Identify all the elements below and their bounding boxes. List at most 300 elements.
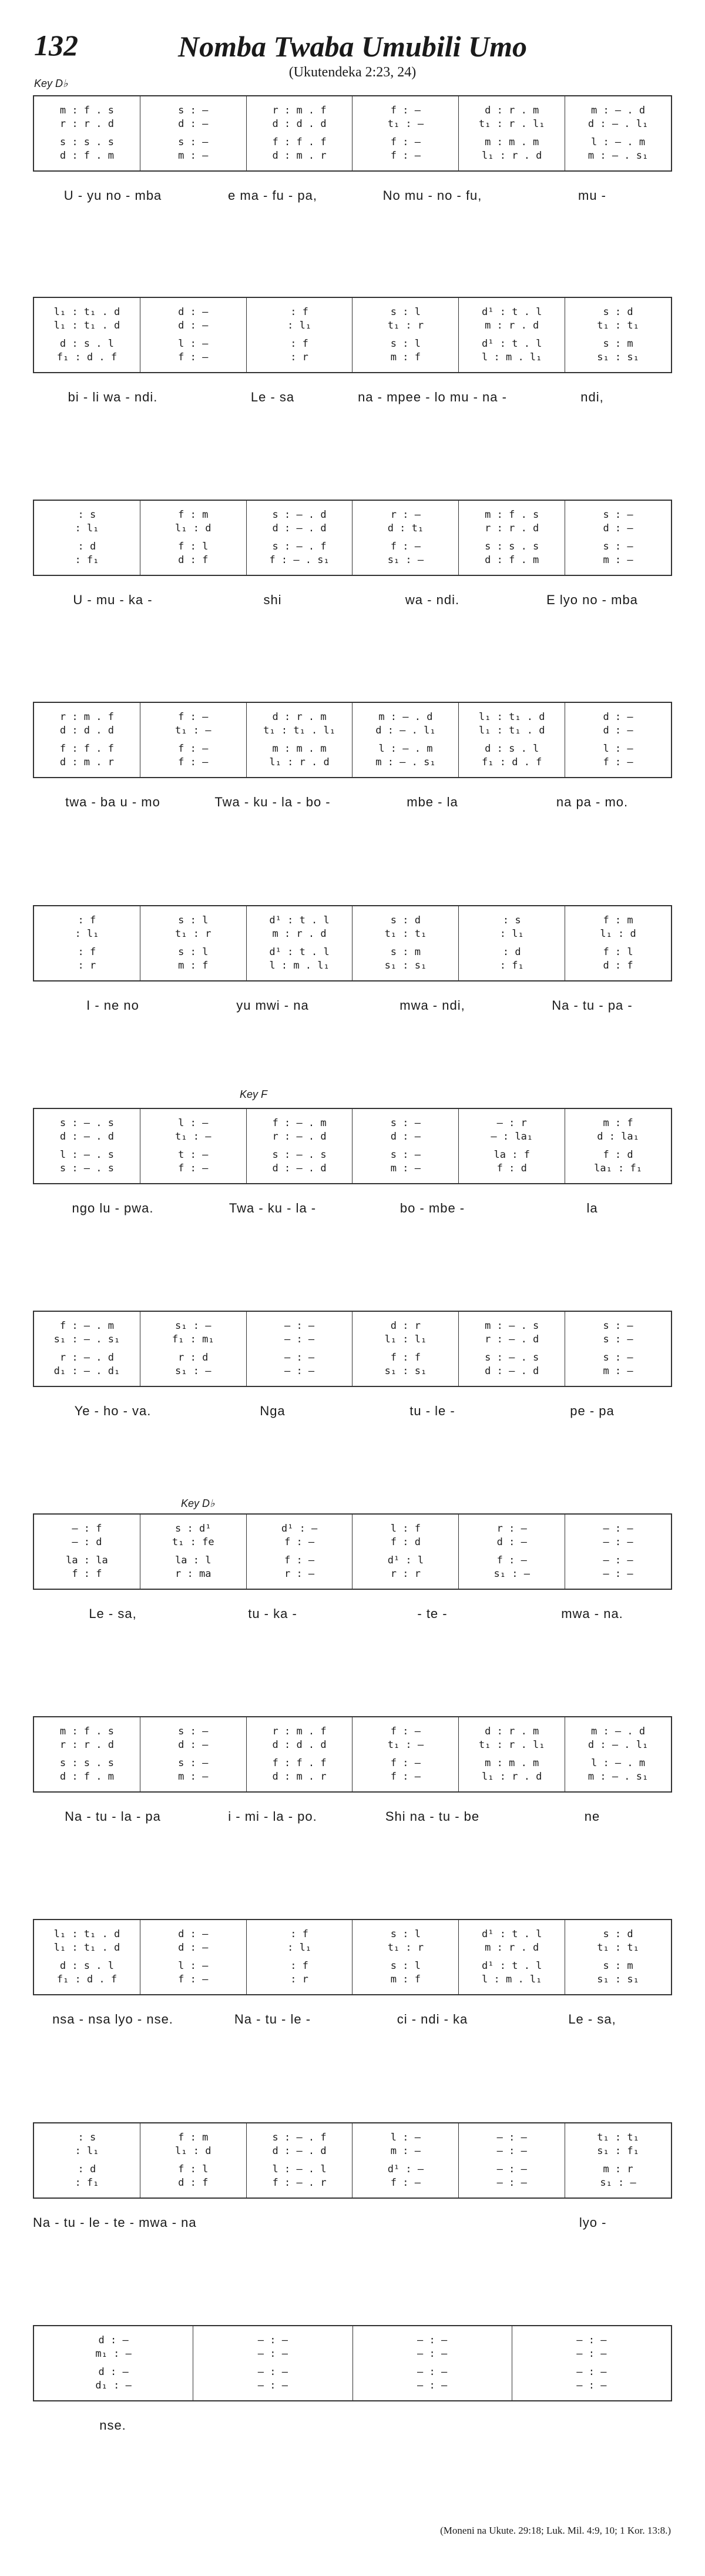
voice-notes: m : — [178,150,209,162]
voice-notes: s₁ : f₁ [597,2145,639,2157]
voice-notes: f : — [603,756,633,768]
voice-notes: d¹ : t . l [482,1960,542,1972]
solfa-staff [33,297,672,373]
lyric-syllables [352,2418,512,2433]
lyric-syllables: Le - sa [250,390,295,404]
voice-notes: s₁ : — [494,1568,530,1580]
voice-notes: : d [502,946,521,958]
voice-notes: : f [78,946,96,958]
voice-notes: d¹ : t . l [482,1928,542,1940]
measure [352,906,458,980]
voice-notes: l : — [603,743,633,755]
measure [34,1920,140,1994]
voice-notes: s : — . s [272,1149,327,1161]
voice-notes: — : — [603,1536,633,1548]
voice-notes: s : — [603,1320,633,1332]
voice-notes: — : r [496,1117,527,1129]
measure [565,703,671,777]
voice-notes: t₁ : — [387,118,424,130]
voice-notes: — : — [496,2132,527,2143]
voice-notes: l₁ : t₁ . d [53,1928,120,1940]
lyric-syllables: Na - tu - pa - [552,998,633,1013]
measure [246,298,352,372]
voice-notes: t₁ : r . l₁ [478,1739,545,1751]
lyric-syllables: mu - [578,188,606,203]
voice-notes: d : — . l₁ [588,118,649,130]
voice-notes: r : ma [175,1568,212,1580]
measure [352,2326,512,2400]
voice-notes: : l₁ [499,928,524,940]
voice-notes: s : d [603,306,633,318]
measure [565,298,671,372]
voice-notes: f : — [284,1536,315,1548]
voice-notes: d : d . d [272,118,327,130]
voice-notes: f : d [496,1163,527,1174]
voice-notes: d : la₁ [597,1131,639,1143]
voice-notes: d : r . m [485,105,539,116]
solfa-staff [33,905,672,982]
measure [34,501,140,575]
voice-notes: d : — [603,711,633,723]
voice-notes: d : m . r [272,1771,327,1783]
measure [565,1515,671,1589]
lyric-syllables: ndi, [580,390,604,404]
voice-notes: : r [78,960,96,972]
voice-notes: — : — [576,2380,607,2391]
voice-notes: l : m . l₁ [482,351,542,363]
voice-notes: r : m . f [272,105,327,116]
voice-notes: — : — [603,1555,633,1566]
voice-notes: f : f [390,1352,421,1364]
lyric-syllables: shi [263,592,282,607]
measure [34,2326,193,2400]
solfa-staff [33,2325,672,2401]
voice-notes: — : — [284,1334,315,1345]
voice-notes: — : — [417,2366,448,2378]
voice-notes: d : f . m [59,1771,114,1783]
voice-notes: r : — [496,1523,527,1535]
voice-notes: d : m . r [59,756,114,768]
voice-notes: m : f [603,1117,633,1129]
solfa-staff [33,1513,672,1590]
voice-notes: t₁ : — [175,725,212,736]
lyrics-line [33,998,672,1013]
voice-notes: s : l [390,1960,421,1972]
voice-notes: la : l [175,1555,212,1566]
measure [140,1109,246,1183]
lyric-syllables: pe - pa [570,1403,615,1418]
voice-notes: d : f [178,554,209,566]
voice-notes: l : — . s [59,1149,114,1161]
voice-notes: l₁ : d [175,522,212,534]
voice-notes: f : m [178,2132,209,2143]
lyric-syllables: mwa - na. [561,1606,623,1621]
voice-notes: f : — . r [272,2177,327,2189]
voice-notes: t₁ : — [175,1131,212,1143]
lyric-syllables: - te - [417,1606,448,1621]
hymn-subtitle: (Ukutendeka 2:23, 24) [288,65,417,80]
voice-notes: : r [290,1974,308,1985]
voice-notes: : f [290,1960,308,1972]
voice-notes: l₁ : t₁ . d [478,725,545,736]
voice-notes: m : — . s₁ [588,1771,649,1783]
measure [246,1312,352,1386]
voice-notes: d : — . d [272,522,327,534]
voice-notes: : l₁ [75,928,99,940]
voice-notes: m : m . m [485,136,539,148]
hymn-header [0,0,705,94]
lyric-syllables: U - mu - ka - [73,592,153,607]
voice-notes: d : f . m [485,554,539,566]
lyric-syllables: Twa - ku - la - [229,1201,317,1215]
voice-notes: m : f . s [485,509,539,521]
measure [352,1515,458,1589]
measure [458,1717,565,1791]
voice-notes: d : — . d [59,1131,114,1143]
voice-notes: : l₁ [75,522,99,534]
voice-notes: — : — [496,2177,527,2189]
voice-notes: r : r . d [485,522,539,534]
voice-notes: r : r . d [59,1739,114,1751]
voice-notes: t : — [178,1149,209,1161]
solfa-staff [33,702,672,778]
lyrics-line [33,2012,672,2027]
lyric-syllables: Le - sa, [89,1606,137,1621]
measure [458,2123,565,2198]
voice-notes: d : — [98,2366,129,2378]
measure [140,96,246,170]
lyric-syllables: Twa - ku - la - bo - [214,795,331,809]
voice-notes: m : — . d [378,711,433,723]
measure [34,2123,140,2198]
measure [140,1515,246,1589]
voice-notes: s₁ : — [175,1365,212,1377]
voice-notes: s : d¹ [175,1523,212,1535]
solfa-staff [33,500,672,576]
solfa-staff [33,1919,672,1995]
voice-notes: l : — . l [272,2163,327,2175]
voice-notes: — : — [284,1320,315,1332]
voice-notes: f : — . s₁ [269,554,330,566]
measure [246,501,352,575]
lyric-syllables: mbe - la [407,795,458,809]
voice-notes: s : — [178,1757,209,1769]
voice-notes: f : d [390,1536,421,1548]
voice-notes: f : f . f [272,136,327,148]
voice-notes: : d [78,2163,96,2175]
measure [352,703,458,777]
voice-notes: r : — [390,509,421,521]
voice-notes: m : — . d [590,105,646,116]
voice-notes: m : r . d [272,928,327,940]
voice-notes: — : — [496,2145,527,2157]
voice-notes: s : — [603,1352,633,1364]
voice-notes: : s [502,915,521,926]
voice-notes: m : — [390,2145,421,2157]
voice-notes: l : — . m [590,1757,646,1769]
lyrics-line [33,1606,672,1622]
lyrics-line [33,1201,672,1216]
lyrics-line [33,1809,672,1824]
voice-notes: l : f [390,1523,421,1535]
measure [34,1109,140,1183]
voice-notes: s : — . f [272,2132,327,2143]
voice-notes: s : — [603,509,633,521]
voice-notes: d : — [178,1928,209,1940]
voice-notes: s : l [178,946,209,958]
voice-notes: s : m [603,338,633,350]
measure [458,1515,565,1589]
lyrics-line [33,2418,672,2433]
voice-notes: m : f [390,1974,421,1985]
voice-notes: d¹ : — [387,2163,424,2175]
lyrics-line [33,188,672,203]
solfa-staff [33,1716,672,1793]
lyric-syllables: Na - tu - le - [234,2012,311,2026]
measure [193,2326,352,2400]
lyric-syllables: e ma - fu - pa, [228,188,317,203]
measure [140,703,246,777]
voice-notes: d : — [390,1131,421,1143]
voice-notes: m : r . d [485,320,539,331]
voice-notes: t₁ : r [387,1942,424,1954]
voice-notes: s₁ : — . s₁ [53,1334,120,1345]
lyric-syllables: la [586,1201,598,1215]
voice-notes: s : — [603,541,633,552]
voice-notes: s : s . s [59,1757,114,1769]
voice-notes: s : l [178,915,209,926]
voice-notes: s : — [178,105,209,116]
measure [140,1717,246,1791]
voice-notes: f : — [390,105,421,116]
solfa-staff [33,2122,672,2199]
voice-notes: f : — [178,711,209,723]
voice-notes: l : — [178,1117,209,1129]
voice-notes: s : — . s [485,1352,539,1364]
voice-notes: s₁ : s₁ [384,1365,427,1377]
voice-notes: la : la [66,1555,108,1566]
voice-notes: : s [78,2132,96,2143]
voice-notes: d : — [178,118,209,130]
voice-notes: l : m . l₁ [269,960,330,972]
voice-notes: t₁ : t₁ [597,1942,639,1954]
voice-notes: d : — [603,522,633,534]
voice-notes: d₁ : — . d₁ [53,1365,120,1377]
lyric-syllables: i - mi - la - po. [228,1809,317,1824]
voice-notes: m : r [603,2163,633,2175]
voice-notes: : f₁ [75,554,99,566]
voice-notes: m₁ : — [95,2348,132,2360]
voice-notes: m : m . m [485,1757,539,1769]
lyric-syllables: bo - mbe - [400,1201,465,1215]
voice-notes: m : — . d [590,1726,646,1737]
measure [458,501,565,575]
voice-notes: f : — [390,1771,421,1783]
measure [458,906,565,980]
voice-notes: d : — [178,320,209,331]
measure [246,96,352,170]
voice-notes: f : — [390,541,421,552]
voice-notes: : l₁ [287,1942,312,1954]
measure [34,703,140,777]
voice-notes: m : f . s [59,105,114,116]
voice-notes: d : — [496,1536,527,1548]
voice-notes: m : f . s [59,1726,114,1737]
voice-notes: d : f [603,960,633,972]
voice-notes: s : m [390,946,421,958]
voice-notes: l₁ : t₁ . d [53,1942,120,1954]
voice-notes: f₁ : d . f [482,756,542,768]
voice-notes: la : f [494,1149,530,1161]
measure [246,1515,352,1589]
voice-notes: — : — [284,1352,315,1364]
voice-notes: f : m [178,509,209,521]
lyric-syllables: Na - tu - la - pa [65,1809,161,1824]
lyrics-line [33,795,672,810]
voice-notes: l : — [390,2132,421,2143]
voice-notes: d : s . l [485,743,539,755]
voice-notes: : f [78,915,96,926]
lyric-syllables: No mu - no - fu, [382,188,482,203]
voice-notes: d : — [603,725,633,736]
voice-notes: — : — [496,2163,527,2175]
voice-notes: s₁ : — [600,2177,636,2189]
voice-notes: d : f . m [59,150,114,162]
voice-notes: : f [290,306,308,318]
voice-notes: s : — [390,1149,421,1161]
voice-notes: f : — [390,1726,421,1737]
voice-notes: s : — [390,1117,421,1129]
voice-notes: f : — [390,2177,421,2189]
solfa-staff [33,95,672,172]
voice-notes: d : — . d [485,1365,539,1377]
voice-notes: l₁ : d [175,2145,212,2157]
voice-notes: m : — [603,554,633,566]
voice-notes: d : f [178,2177,209,2189]
voice-notes: d : m . r [272,150,327,162]
voice-notes: f : — [284,1555,315,1566]
voice-notes: f : — [178,756,209,768]
voice-notes: s : l [390,306,421,318]
voice-notes: d : s . l [59,338,114,350]
voice-notes: r : — [284,1568,315,1580]
voice-notes: r : — . d [485,1334,539,1345]
voice-notes: s : l [390,1928,421,1940]
voice-notes: s : s . s [59,136,114,148]
voice-notes: f : d [603,1149,633,1161]
measure [34,1515,140,1589]
lyrics-line [33,1403,672,1419]
measure [34,96,140,170]
voice-notes: f : f . f [59,743,114,755]
voice-notes: — : — [257,2334,288,2346]
voice-notes: s : — . s [59,1163,114,1174]
voice-notes: m : f [390,351,421,363]
voice-notes: l : — . m [590,136,646,148]
lyric-syllables: E lyo no - mba [546,592,638,607]
measure [140,2123,246,2198]
voice-notes: t₁ : t₁ [597,2132,639,2143]
key-signature-third: Key D♭ [181,1498,215,1509]
lyric-syllables: bi - li wa - ndi. [68,390,158,404]
lyric-syllables: I - ne no [86,998,139,1013]
measure [565,1312,671,1386]
measure [34,1717,140,1791]
voice-notes: s : m [603,1960,633,1972]
measure [512,2326,671,2400]
voice-notes: : r [290,351,308,363]
voice-notes: — : — [417,2380,448,2391]
voice-notes: — : — [576,2348,607,2360]
lyric-syllables [355,2215,513,2230]
measure [458,1920,565,1994]
voice-notes: d : d . d [272,1739,327,1751]
voice-notes: m : f [178,960,209,972]
measure [140,298,246,372]
voice-notes: f : — [390,150,421,162]
lyric-syllables: Nga [260,1403,286,1418]
measure [565,906,671,980]
lyric-syllables: Na - tu - le - te - mwa - na [33,2215,197,2230]
voice-notes: : f [290,338,308,350]
voice-notes: f : m [603,915,633,926]
voice-notes: t₁ : r . l₁ [478,118,545,130]
lyric-syllables [512,2418,672,2433]
measure [352,96,458,170]
voice-notes: d : r . m [272,711,327,723]
voice-notes: d : — . d [272,2145,327,2157]
voice-notes: d : d . d [59,725,114,736]
lyric-syllables: na pa - mo. [556,795,629,809]
measure [565,1920,671,1994]
voice-notes: d : s . l [59,1960,114,1972]
voice-notes: m : — . s₁ [375,756,436,768]
lyric-syllables: wa - ndi. [405,592,460,607]
lyric-syllables: lyo - [579,2215,607,2230]
measure [352,1109,458,1183]
measure [352,298,458,372]
lyric-syllables: Ye - ho - va. [74,1403,152,1418]
voice-notes: r : r . d [59,118,114,130]
voice-notes: — : — [576,2366,607,2378]
voice-notes: s : — . s [59,1117,114,1129]
voice-notes: s : d [390,915,421,926]
key-signature-first: Key D♭ [34,78,68,89]
voice-notes: f₁ : d . f [56,351,118,363]
voice-notes: d¹ : l [387,1555,424,1566]
lyric-syllables: tu - ka - [248,1606,297,1621]
lyric-syllables: ngo lu - pwa. [72,1201,154,1215]
voice-notes: t₁ : t₁ [384,928,427,940]
voice-notes: : f [290,1928,308,1940]
measure [246,906,352,980]
voice-notes: — : — [603,1523,633,1535]
measure [352,2123,458,2198]
voice-notes: l : m . l₁ [482,1974,542,1985]
voice-notes: r : — . d [272,1131,327,1143]
voice-notes: f : l [178,541,209,552]
measure [565,501,671,575]
voice-notes: d : r [390,1320,421,1332]
lyric-syllables: Le - sa, [568,2012,616,2026]
voice-notes: l₁ : r . d [269,756,330,768]
measure [246,1717,352,1791]
voice-notes: t₁ : t₁ [597,320,639,331]
voice-notes: s : — . d [272,509,327,521]
voice-notes: m : — . s [485,1320,539,1332]
voice-notes: f : — [178,351,209,363]
voice-notes: s₁ : — [387,554,424,566]
